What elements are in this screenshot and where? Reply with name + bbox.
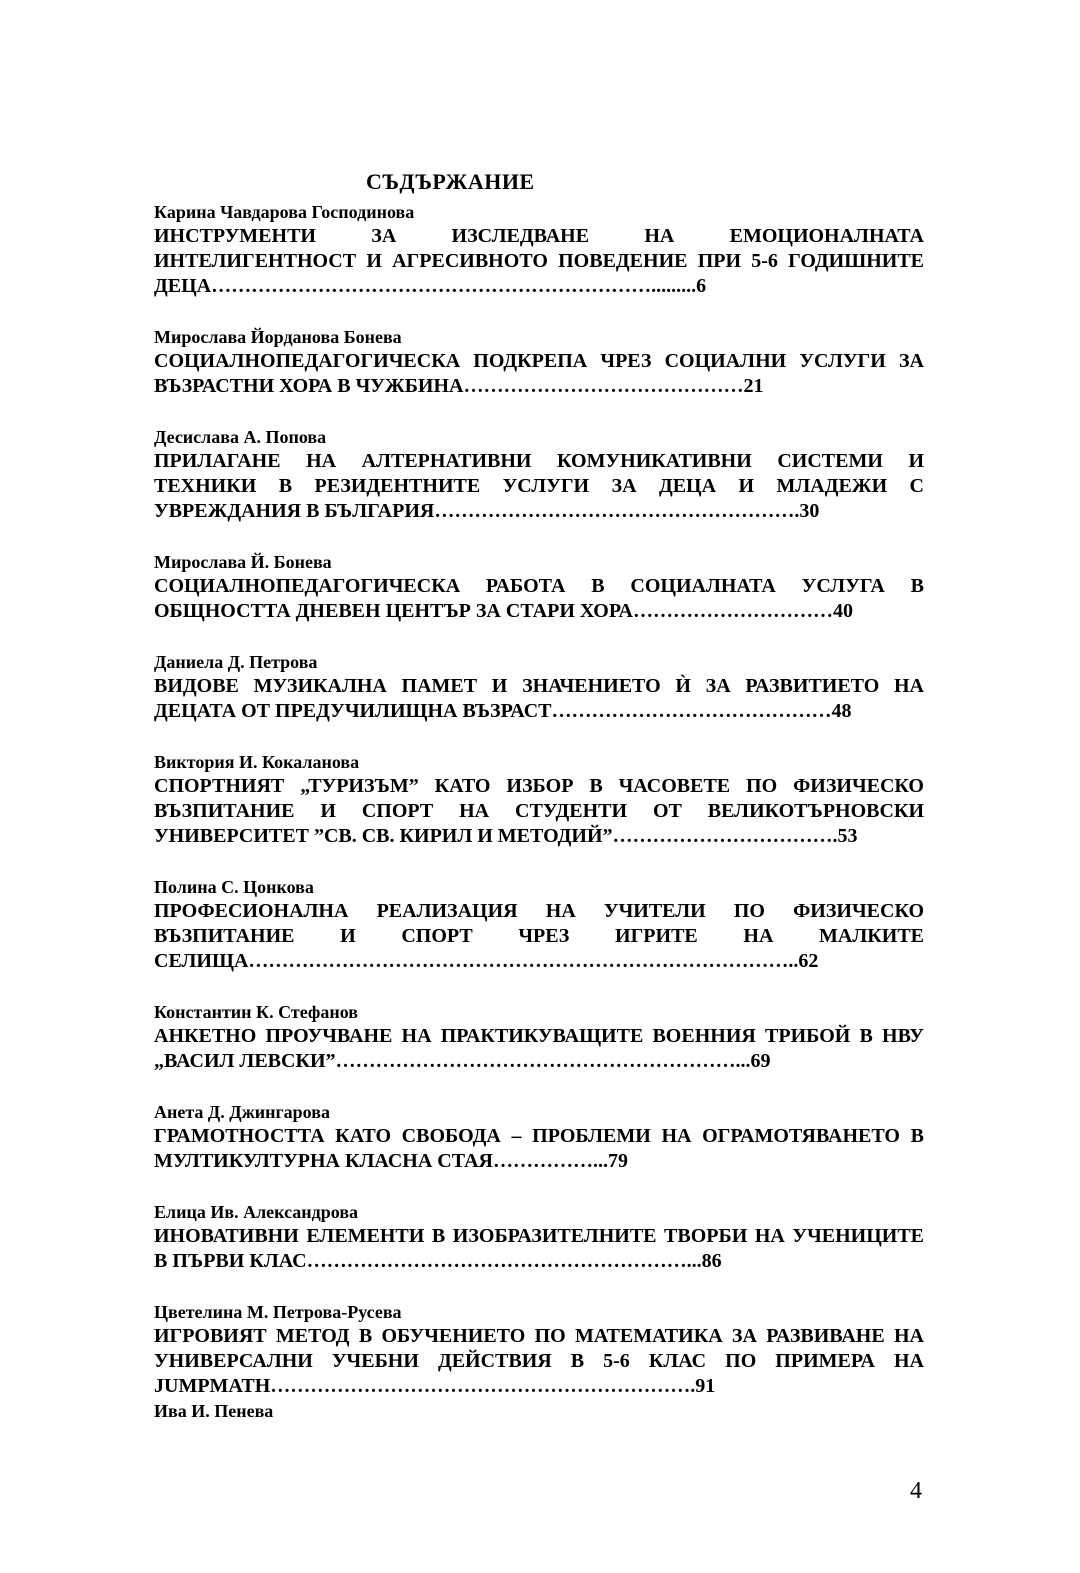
toc-entry-author: Десислава А. Попова xyxy=(154,427,327,447)
toc-entry-title: ПРОФЕСИОНАЛНА РЕАЛИЗАЦИЯ НА УЧИТЕЛИ ПО ФИЗИЧЕСКО ВЪЗПИТАНИЕ И СПОРТ ЧРЕЗ ИГРИТЕ НА МАЛКИТЕ СЕЛИЩА………………………………………………………………………..62 xyxy=(154,900,924,972)
toc-entry-title: СОЦИАЛНОПЕДАГОГИЧЕСКА РАБОТА В СОЦИАЛНАТА УСЛУГА В ОБЩНОСТТА ДНЕВЕН ЦЕНТЪР ЗА СТАРИ ХОРА…………………………40 xyxy=(154,575,924,622)
toc-entry-author: Ива И. Пенева xyxy=(154,1401,274,1421)
toc-entry-title: СОЦИАЛНОПЕДАГОГИЧЕСКА ПОДКРЕПА ЧРЕЗ СОЦИАЛНИ УСЛУГИ ЗА ВЪЗРАСТНИ ХОРА В ЧУЖБИНА……………………………………21 xyxy=(154,350,924,397)
toc-entry-title: АНКЕТНО ПРОУЧВАНЕ НА ПРАКТИКУВАЩИТЕ ВОЕННИЯ ТРИБОЙ В НВУ „ВАСИЛ ЛЕВСКИ”……………………………………………………...69 xyxy=(154,1025,924,1072)
toc-entry-author: Полина С. Цонкова xyxy=(154,877,314,897)
page-number: 4 xyxy=(910,1478,922,1504)
toc-entry xyxy=(154,1200,924,1274)
toc-entry-title: ИНОВАТИВНИ ЕЛЕМЕНТИ В ИЗОБРАЗИТЕЛНИТЕ ТВОРБИ НА УЧЕНИЦИТЕ В ПЪРВИ КЛАС…………………………………………………...86 xyxy=(154,1225,924,1272)
toc-entry xyxy=(154,550,924,624)
table-of-contents xyxy=(154,168,924,1423)
toc-entry xyxy=(154,875,924,974)
toc-entry-author: Мирослава Й. Бонева xyxy=(154,552,332,572)
toc-entry xyxy=(154,425,924,524)
toc-entry-author: Анета Д. Джингарова xyxy=(154,1102,330,1122)
toc-heading: СЪДЪРЖАНИЕ xyxy=(366,169,535,194)
toc-entry-title: ПРИЛАГАНЕ НА АЛТЕРНАТИВНИ КОМУНИКАТИВНИ СИСТЕМИ И ТЕХНИКИ В РЕЗИДЕНТНИТЕ УСЛУГИ ЗА ДЕЦА И МЛАДЕЖИ С УВРЕЖДАНИЯ В БЪЛГАРИЯ……………………………………………….30 xyxy=(154,450,924,522)
toc-entry xyxy=(154,1300,924,1399)
toc-entry xyxy=(154,325,924,399)
toc-entry xyxy=(154,650,924,724)
toc-entry-title: ВИДОВЕ МУЗИКАЛНА ПАМЕТ И ЗНАЧЕНИЕТО Ѝ ЗА РАЗВИТИЕТО НА ДЕЦАТА ОТ ПРЕДУЧИЛИЩНА ВЪЗРАСТ……………………………………48 xyxy=(154,675,924,722)
toc-entry xyxy=(154,1399,924,1423)
toc-entry-title: ИНСТРУМЕНТИ ЗА ИЗСЛЕДВАНЕ НА ЕМОЦИОНАЛНАТА ИНТЕЛИГЕНТНОСТ И АГРЕСИВНОТО ПОВЕДЕНИЕ ПРИ 5-6 ГОДИШНИТЕ ДЕЦА………………………………………………………….........6 xyxy=(154,225,924,297)
toc-entry-title: СПОРТНИЯТ „ТУРИЗЪМ” КАТО ИЗБОР В ЧАСОВЕТЕ ПО ФИЗИЧЕСКО ВЪЗПИТАНИЕ И СПОРТ НА СТУДЕНТИ ОТ ВЕЛИКОТЪРНОВСКИ УНИВЕРСИТЕТ ”СВ. СВ. КИРИЛ И МЕТОДИЙ”…………………………….53 xyxy=(154,775,924,847)
toc-entry-author: Константин К. Стефанов xyxy=(154,1002,358,1022)
toc-entry xyxy=(154,1100,924,1174)
toc-entry-title: ГРАМОТНОСТТА КАТО СВОБОДА – ПРОБЛЕМИ НА ОГРАМОТЯВАНЕТО В МУЛТИКУЛТУРНА КЛАСНА СТАЯ……………...79 xyxy=(154,1125,924,1172)
toc-entry xyxy=(154,750,924,849)
toc-entry xyxy=(154,200,924,299)
toc-entry-author: Цветелина М. Петрова-Русева xyxy=(154,1302,402,1322)
toc-entry-author: Карина Чавдарова Господинова xyxy=(154,202,415,222)
toc-entry-author: Елица Ив. Александрова xyxy=(154,1202,359,1222)
toc-entry xyxy=(154,1000,924,1074)
toc-entry-author: Мирослава Йорданова Бонева xyxy=(154,327,402,347)
toc-entry-author: Виктория И. Кокаланова xyxy=(154,752,360,772)
toc-entry-author: Даниела Д. Петрова xyxy=(154,652,318,672)
toc-entry-title: ИГРОВИЯТ МЕТОД В ОБУЧЕНИЕТО ПО МАТЕМАТИКА ЗА РАЗВИВАНЕ НА УНИВЕРСАЛНИ УЧЕБНИ ДЕЙСТВИЯ В 5-6 КЛАС ПО ПРИМЕРА НА JUMPMATH……………………………………………………….91 xyxy=(154,1325,924,1397)
